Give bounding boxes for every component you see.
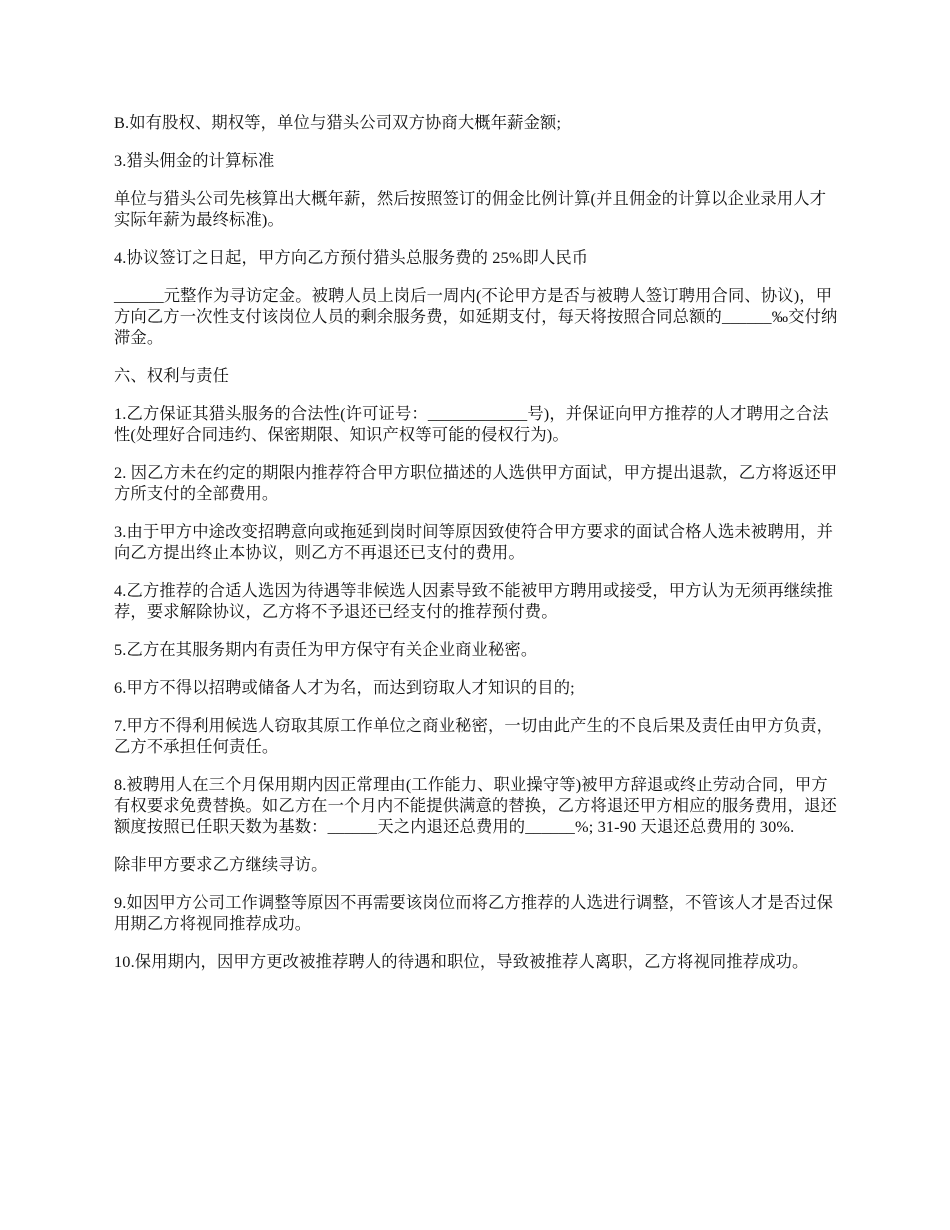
section-heading-rights: 六、权利与责任 (114, 366, 230, 385)
clause-5-confidentiality: 5.乙方在其服务期内有责任为甲方保守有关企业商业秘密。 (114, 640, 538, 659)
clause-1-legality: 1.乙方保证其猎头服务的合法性(许可证号：____________号)，并保证向甲方推荐的人才聘用之合法性(处理好合同违约、保密期限、知识产权等可能的侵权行为)。 (114, 404, 829, 444)
clause-8-continuation: 除非甲方要求乙方继续寻访。 (114, 855, 328, 874)
clause-3-termination: 3.由于甲方中途改变招聘意向或拖延到岗时间等原因致使符合甲方要求的面试合格人选未被聘用，并向乙方提出终止本协议，则乙方不再退还已支付的费用。 (114, 522, 834, 562)
paragraph-deposit-terms: ______元整作为寻访定金。被聘人员上岗后一周内(不论甲方是否与被聘人签订聘用合同、协议)，甲方向乙方一次性支付该岗位人员的剩余服务费，如延期支付，每天将按照合同总额的______‰交付纳滞金。 (114, 286, 838, 347)
clause-7-trade-secrets: 7.甲方不得利用候选人窃取其原工作单位之商业秘密，一切由此产生的不良后果及责任由甲方负责，乙方不承担任何责任。 (114, 716, 834, 756)
paragraph-prepayment: 4.协议签订之日起，甲方向乙方预付猎头总服务费的 25%即人民币 (114, 248, 589, 267)
clause-4-candidate: 4.乙方推荐的合适人选因为待遇等非候选人因素导致不能被甲方聘用或接受，甲方认为无须再继续推荐，要求解除协议，乙方将不予退还已经支付的推荐预付费。 (114, 581, 834, 621)
paragraph-commission-calculation: 单位与猎头公司先核算出大概年薪，然后按照签订的佣金比例计算(并且佣金的计算以企业录用人才实际年薪为最终标准)。 (114, 189, 827, 229)
clause-6-talent: 6.甲方不得以招聘或储备人才为名，而达到窃取人才知识的目的; (114, 678, 575, 697)
paragraph-commission-heading: 3.猎头佣金的计算标准 (114, 151, 275, 170)
paragraph-equity-options: B.如有股权、期权等，单位与猎头公司双方协商大概年薪金额; (114, 113, 562, 132)
clause-8-replacement: 8.被聘用人在三个月保用期内因正常理由(工作能力、职业操守等)被甲方辞退或终止劳动合同，甲方有权要求免费替换。如乙方在一个月内不能提供满意的替换，乙方将退还甲方相应的服务费用，退还额度按照已任职天数为基数：______天之内退还总费用的______%; 31-90 天退还总费用的 30%. (114, 775, 837, 836)
clause-10-guarantee: 10.保用期内，因甲方更改被推荐聘人的待遇和职位，导致被推荐人离职，乙方将视同推荐成功。 (114, 952, 809, 971)
clause-2-refund: 2. 因乙方未在约定的期限内推荐符合甲方职位描述的人选供甲方面试，甲方提出退款，乙方将返还甲方所支付的全部费用。 (114, 463, 838, 503)
clause-9-adjustment: 9.如因甲方公司工作调整等原因不再需要该岗位而将乙方推荐的人选进行调整，不管该人才是否过保用期乙方将视同推荐成功。 (114, 893, 834, 933)
